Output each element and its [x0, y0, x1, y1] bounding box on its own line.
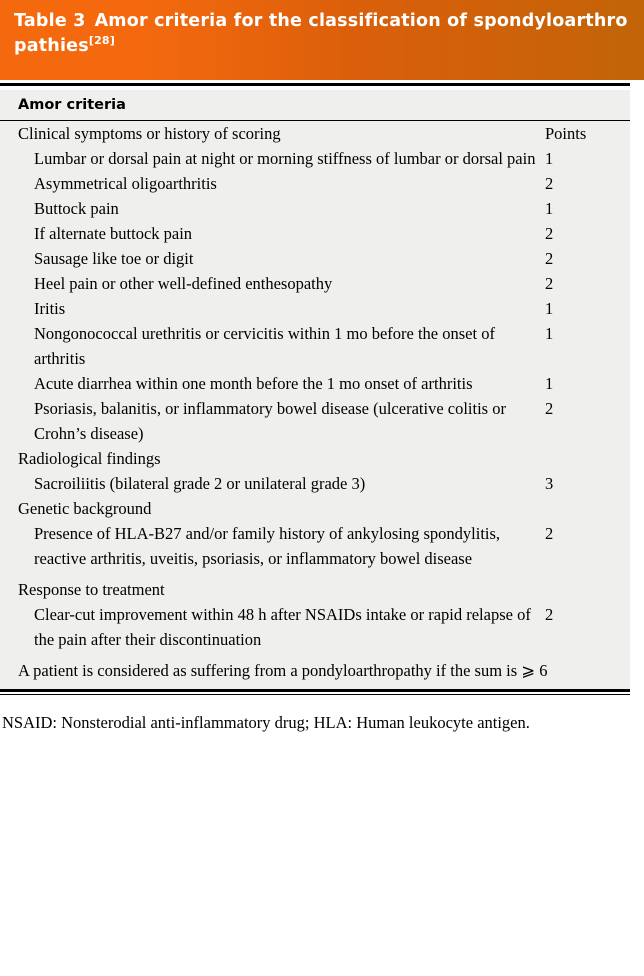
criterion-label: Clear-cut improvement within 48 h after NSAIDs intake or rapid relapse of the pain after their discontinuation	[34, 605, 531, 649]
table-caption: Amor criteria	[18, 97, 126, 113]
table-row	[0, 371, 630, 396]
criterion-label: Acute diarrhea within one month before the 1 mo onset of arthritis	[34, 374, 473, 393]
table-row	[0, 471, 630, 496]
criterion-points: 1	[545, 374, 554, 393]
criterion-points: 1	[545, 149, 554, 168]
table-caption-row	[0, 90, 630, 120]
table-row	[0, 656, 630, 683]
section-heading: Clinical symptoms or history of scoring	[18, 124, 281, 143]
criterion-points: 1	[545, 199, 554, 218]
criterion-label: Sacroiliitis (bilateral grade 2 or unilateral grade 3)	[34, 474, 366, 493]
criterion-label: Nongonococcal urethritis or cervicitis within 1 mo before the onset of arthritis	[34, 324, 495, 368]
criterion-points: 2	[545, 249, 554, 268]
criterion-label: If alternate buttock pain	[34, 224, 193, 243]
points-column-header: Points	[545, 124, 587, 143]
criterion-points: 3	[545, 474, 554, 493]
criterion-points: 1	[545, 299, 554, 318]
criterion-points: 2	[545, 174, 554, 193]
table-row	[0, 271, 630, 296]
table-row	[0, 146, 630, 171]
criterion-label: Buttock pain	[34, 199, 119, 218]
table-row	[0, 246, 630, 271]
table-number-label: Table 3	[14, 11, 86, 31]
criterion-label: Psoriasis, balanitis, or inflammatory bowel disease (ulcerative colitis or Crohn’s disease)	[34, 399, 506, 443]
reference-superscript: [28]	[88, 34, 116, 48]
criterion-label: Heel pain or other well-defined enthesopathy	[34, 274, 333, 293]
table-row	[0, 221, 630, 246]
table-row	[0, 321, 630, 371]
page-title	[14, 9, 630, 59]
table-row	[0, 496, 630, 521]
criterion-label: Presence of HLA-B27 and/or family history of ankylosing spondylitis, reactive arthritis, uveitis, psoriasis, or inflammatory bowel disease	[34, 524, 501, 568]
table-row	[0, 121, 630, 146]
section-heading: Genetic background	[18, 499, 152, 518]
table-title-banner	[0, 0, 644, 80]
criterion-label: Iritis	[34, 299, 66, 318]
table-bottom-rule	[0, 689, 630, 692]
criterion-label: Sausage like toe or digit	[34, 249, 194, 268]
table-title-text: Amor criteria for the classification of spondyloarthro pathies	[14, 11, 628, 56]
table-row	[0, 446, 630, 471]
criterion-points: 1	[545, 324, 554, 343]
table-row	[0, 196, 630, 221]
criterion-points: 2	[545, 224, 554, 243]
table-row	[0, 521, 630, 571]
section-heading: Response to treatment	[18, 580, 165, 599]
summary-statement: A patient is considered as suffering from a pondyloarthropathy if the sum is ⩾ 6	[18, 661, 548, 680]
table-row	[0, 577, 630, 602]
section-heading: Radiological findings	[18, 449, 161, 468]
criterion-label: Asymmetrical oligoarthritis	[34, 174, 217, 193]
table-row	[0, 171, 630, 196]
criterion-points: 2	[545, 399, 554, 418]
criterion-points: 2	[545, 524, 554, 543]
criterion-points: 2	[545, 605, 554, 624]
table-row	[0, 396, 630, 446]
table-row	[0, 602, 630, 652]
table-body-panel	[0, 90, 630, 689]
table-footnote: NSAID: Nonsterodial anti-inflammatory drug; HLA: Human leukocyte antigen.	[2, 713, 530, 732]
table-row	[0, 296, 630, 321]
criterion-points: 2	[545, 274, 554, 293]
table-rows	[0, 121, 630, 689]
criterion-label: Lumbar or dorsal pain at night or morning stiffness of lumbar or dorsal pain	[34, 149, 536, 168]
